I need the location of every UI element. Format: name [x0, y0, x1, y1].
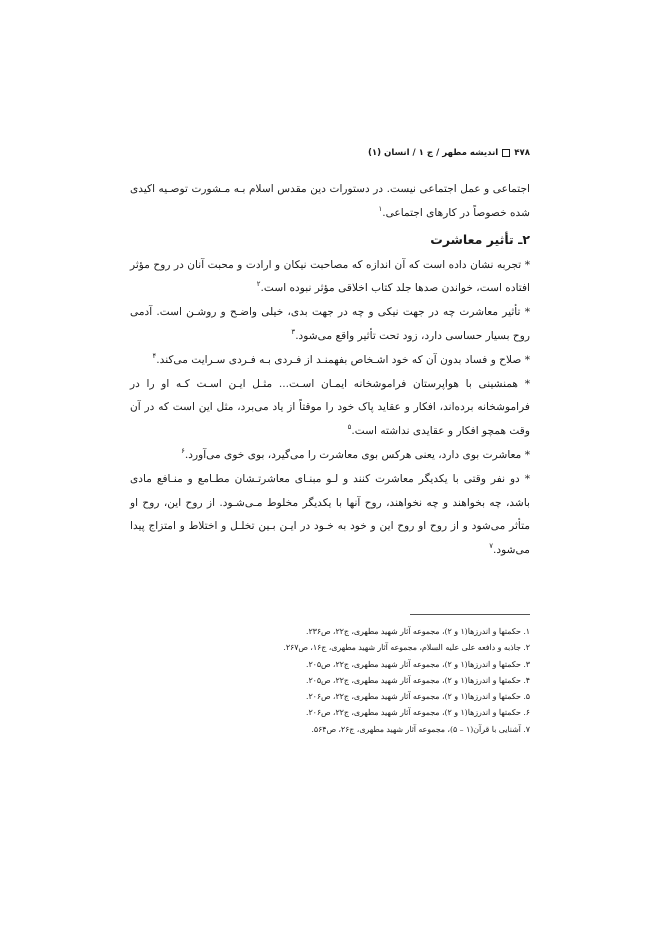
footnote: ۲. جاذبه و دافعه علی علیه السلام، مجموعه آثار شهید مطهری، ج۱۶، ص۲۶۷. — [283, 643, 530, 653]
section-heading: ۲ـ تأثیر معاشرت — [430, 231, 530, 247]
footnote-ref: ۲ — [256, 280, 261, 289]
paragraph — [130, 468, 530, 563]
footnote: ۳. حکمتها و اندرزها(۱ و ۲)، مجموعه آثار شهید مطهری، ج۲۲، ص۲۰۵. — [305, 659, 530, 669]
paragraph-text: * همنشینی با هواپرستان فراموشخانه ایمـان اسـت... مثـل ایـن اسـت کـه او را در فراموشخانه برده‌اند، افکار و عقاید پاک خود را موقتاً از یاد می‌برد، مثل این است که در آن وقت همچو افکار و عقایدی نداشته است. — [130, 377, 530, 438]
footnote-ref: ۶ — [181, 446, 185, 455]
document-page — [130, 0, 530, 935]
paragraph — [130, 178, 530, 226]
paragraph-text: * تجربه نشان داده است که آن اندازه که مصاحبت نیکان و ارادت و محبت آنان در روح مؤثر افتاده است، خواندن صدها جلد کتاب اخلاقی مؤثر نبوده است. — [130, 258, 530, 295]
footnote: ۶. حکمتها و اندرزها(۱ و ۲)، مجموعه آثار شهید مطهری، ج۲۲، ص۲۰۶. — [305, 708, 530, 718]
footnotes — [130, 624, 530, 738]
footnote: ۴. حکمتها و اندرزها(۱ و ۲)، مجموعه آثار شهید مطهری، ج۲۲، ص۲۰۵. — [305, 675, 530, 685]
paragraph — [130, 254, 530, 302]
page-number: ۴۷۸ — [514, 148, 530, 158]
body-text — [130, 178, 530, 563]
footnote-ref: ۷ — [489, 542, 494, 551]
footnote-ref: ۴ — [152, 351, 157, 360]
paragraph-text: * دو نفر وقتی با یکدیگر معاشرت کنند و لـو مبنـای معاشرتـشان مطـامع و منـافع مادی باشد، چه بخواهند و چه نخواهند، روح آنها با یکدیگر مخلوط مـی‌شـود. از روح این، روح او متأثر می‌شود و از روح او روح این و خود به خـود در ایـن بـین تخلـل و اختلاط و امتزاج پیدا می‌شود. — [130, 472, 530, 557]
footnote: ۱. حکمتها و اندرزها(۱ و ۲)، مجموعه آثار شهید مطهری، ج۲۲، ص۲۳۶. — [305, 627, 530, 636]
running-header — [130, 146, 530, 160]
paragraph-text: * تأثیر معاشرت چه در جهت نیکی و چه در جهت بدی، خیلی واضـح و روشـن است. آدمی روح بسیار حساسی دارد، زود تحت تأثیر واقع می‌شود. — [130, 306, 530, 342]
footnote: ۵. حکمتها و اندرزها(۱ و ۲)، مجموعه آثار شهید مطهری، ج۲۲، ص۲۰۶. — [305, 692, 530, 702]
paragraph-text: اجتماعی و عمل اجتماعی نیست. در دستورات دین مقدس اسلام بـه مـشورت توصـیه اکیدی شده خصوصاً در کارهای اجتماعی. — [130, 183, 530, 219]
paragraph-text: * معاشرت بوی دارد، یعنی هرکس بوی معاشرت را می‌گیرد، بوی خوی می‌آورد. — [184, 448, 530, 461]
footnote-ref: ۱ — [378, 204, 383, 213]
footnote-ref: ۵ — [347, 423, 352, 432]
paragraph — [130, 373, 530, 444]
square-separator-icon — [502, 149, 510, 157]
paragraph — [130, 301, 530, 349]
paragraph-text: * صلاح و فساد بدون آن که خود اشـخاص بفهمنـد از فـردی بـه فـردی سـرایت می‌کند. — [156, 353, 530, 366]
paragraph — [130, 349, 530, 373]
footnote-ref: ۳ — [291, 327, 296, 336]
footnote: ۷. آشنایی با قرآن(۱ – ۵)، مجموعه آثار شهید مطهری، ج۲۶، ص۵۶۴. — [311, 724, 530, 734]
book-title: اندیشه مطهر / ج ۱ / انسان (۱) — [367, 148, 499, 158]
paragraph — [130, 444, 530, 468]
footnote-divider — [410, 614, 530, 615]
